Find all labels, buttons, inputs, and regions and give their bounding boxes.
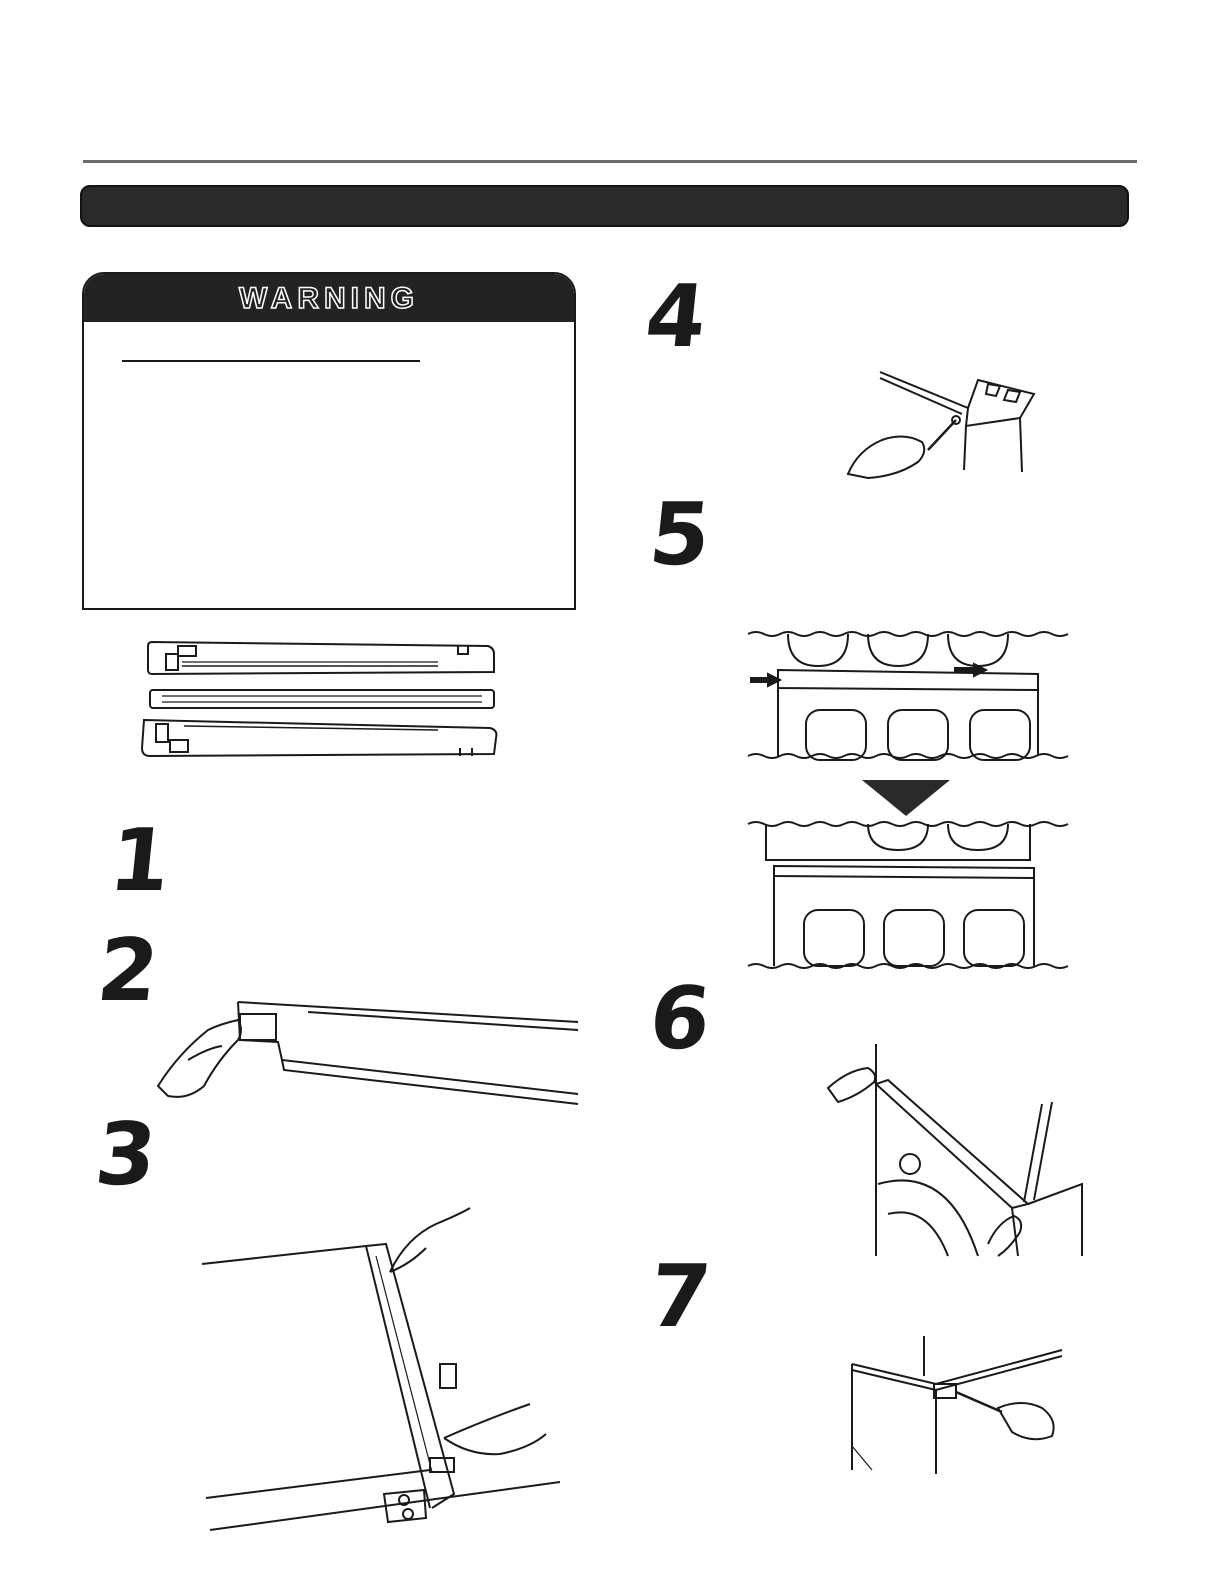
step-4-illustration	[838, 370, 1038, 480]
step-2-illustration	[148, 1000, 580, 1118]
warning-label: WARNING	[239, 282, 419, 315]
step-7-illustration	[852, 1336, 1064, 1476]
down-arrow-icon	[862, 780, 950, 816]
step-5-illustration-after	[748, 820, 1068, 970]
warning-underline	[122, 360, 420, 362]
step-number-3: 3	[90, 1105, 162, 1205]
warning-header	[84, 274, 574, 322]
warning-box	[82, 272, 576, 610]
step-number-7: 7	[644, 1247, 716, 1347]
step-number-4: 4	[640, 267, 712, 367]
step-number-1: 1	[104, 811, 176, 911]
step-3-illustration	[200, 1208, 560, 1532]
step-number-6: 6	[644, 969, 716, 1069]
step-5-illustration-before	[748, 630, 1068, 765]
step-6-illustration	[828, 1044, 1084, 1256]
header-rule	[83, 160, 1137, 163]
kit-parts-illustration	[138, 640, 510, 774]
step-number-5: 5	[644, 485, 716, 585]
step-number-2: 2	[92, 921, 164, 1021]
section-title-bar	[80, 185, 1129, 227]
